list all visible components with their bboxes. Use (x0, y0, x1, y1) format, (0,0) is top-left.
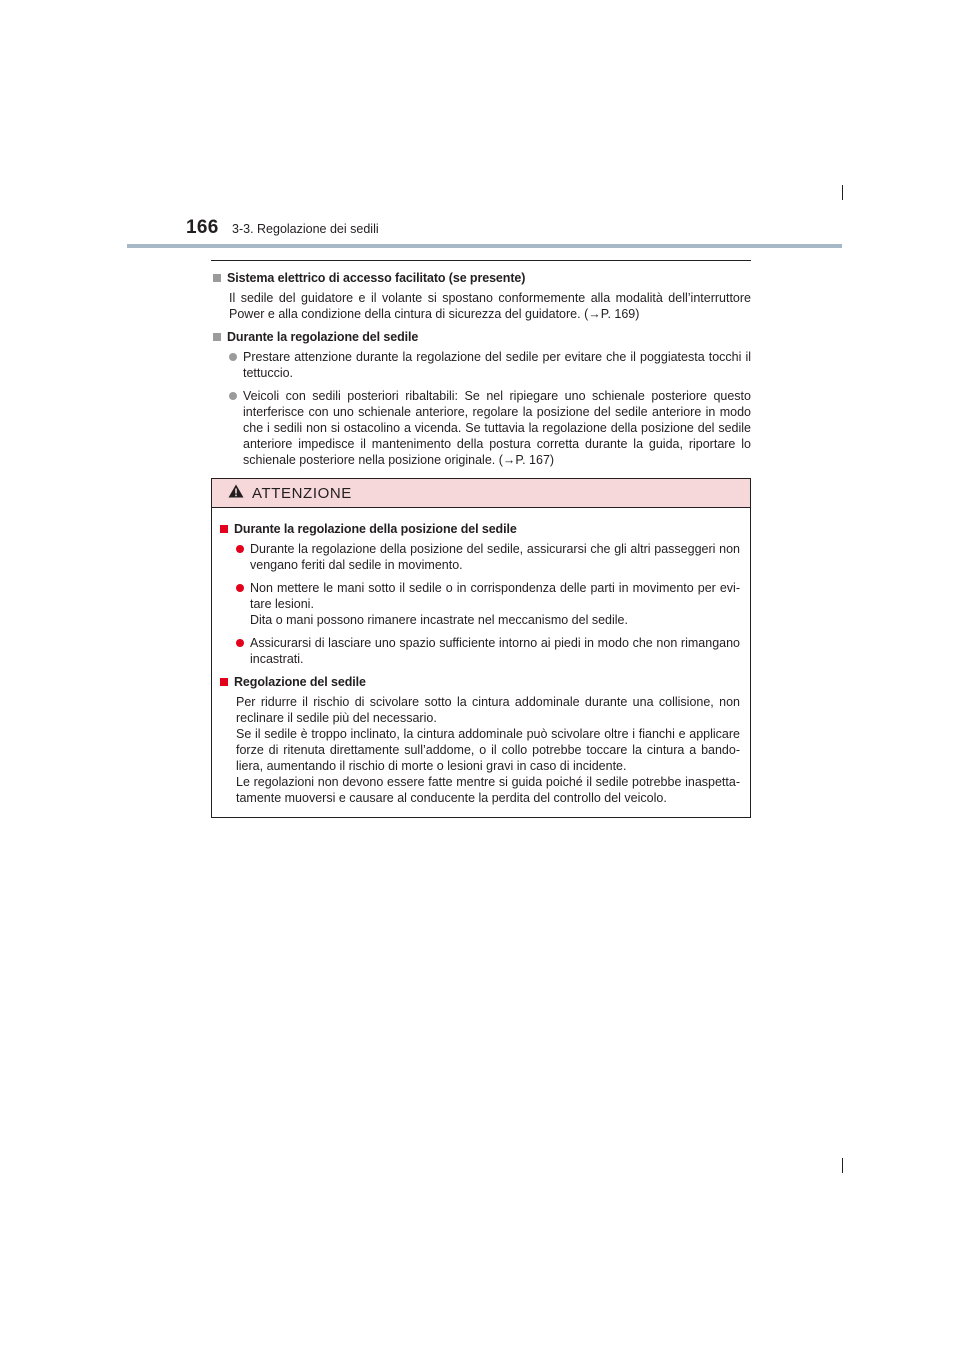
list-item-body (250, 580, 740, 628)
section-heading-text: Sistema elettrico di accesso facilitato (se presente) (227, 271, 526, 285)
section-heading (211, 329, 751, 345)
warning-triangle-icon (228, 484, 244, 503)
list-item-note: Dita o mani possono rimanere incastrate nel meccanismo del sedile. (250, 613, 628, 627)
page-header (0, 0, 960, 250)
list-item-text: Non mettere le mani sotto il sedile o in corrispondenza delle parti in movimento per evi-tare lesioni. (250, 581, 740, 611)
list-item (236, 635, 740, 667)
list-item (229, 349, 751, 381)
square-bullet-icon (220, 678, 228, 686)
square-bullet-icon (220, 525, 228, 533)
warning-section-heading (218, 521, 744, 537)
list-item (236, 541, 740, 573)
warning-section-heading-text: Regolazione del sedile (234, 675, 366, 689)
warning-box (211, 478, 751, 818)
section-title: 3-3. Regolazione dei sedili (232, 222, 379, 236)
section-heading (211, 270, 751, 286)
circle-bullet-icon (236, 639, 244, 647)
header-rule (127, 244, 842, 248)
list-item-text: Durante la regolazione della posizione del sedile, assicurarsi che gli altri passeggeri non vengano feriti dal sedile in movimento. (250, 542, 740, 572)
warning-paragraph-group (236, 694, 740, 806)
list-item-text: Prestare attenzione durante la regolazione del sedile per evitare che il poggiatesta tocchi il tettuccio. (243, 350, 751, 380)
warning-section-heading-text: Durante la regolazione della posizione del sedile (234, 522, 517, 536)
circle-bullet-icon (229, 392, 237, 400)
crop-mark-bottom-right (842, 1158, 843, 1173)
page-number: 166 (186, 217, 219, 238)
circle-bullet-icon (229, 353, 237, 361)
list-item-text: Assicurarsi di lasciare uno spazio sufficiente intorno ai piedi in modo che non rimangano incastrati. (250, 636, 740, 666)
warning-body (212, 508, 750, 806)
list-item-text: Veicoli con sedili posteriori ribaltabili: Se nel ripiegare uno schienale posteriore questo interferisce con uno schienale anteriore, regolare la posizione del sedile anteriore in modo che i sedili non si ostacolino a vicenda. Se tuttavia la regolazione della posizione del sedile anteriore impedisce il mantenimento della postura corretta durante la guida, riportare lo schienale posteriore nella posizione originale. (→P. 167) (243, 389, 751, 467)
square-bullet-icon (213, 274, 221, 282)
square-bullet-icon (213, 333, 221, 341)
list-item (229, 388, 751, 468)
circle-bullet-icon (236, 545, 244, 553)
warning-section-heading (218, 674, 744, 690)
list-item (236, 580, 740, 628)
warning-title: ATTENZIONE (252, 484, 352, 502)
warning-header (212, 479, 750, 508)
warning-paragraph: Le regolazioni non devono essere fatte mentre si guida poiché il sedile potrebbe inaspetta-tamente muoversi e causare al conducente la perdita del controllo del veicolo. (236, 775, 740, 805)
warning-paragraph: Per ridurre il rischio di scivolare sotto la cintura addominale durante una collisione, non reclinare il sedile più del necessario. (236, 695, 740, 725)
section-paragraph: Il sedile del guidatore e il volante si spostano conformemente alla modalità dell’interruttore Power e alla condizione della cintura di sicurezza del guidatore. (→P. 169) (229, 291, 751, 321)
main-content (211, 260, 751, 475)
section-heading-text: Durante la regolazione del sedile (227, 330, 419, 344)
warning-paragraph: Se il sedile è troppo inclinato, la cintura addominale può scivolare oltre i fianchi e applicare forze di ritenuta direttamente sull’addome, o il collo potrebbe toccare la cintura a bando-liera, aumentando il rischio di morte o lesioni gravi in caso di incidente. (236, 727, 740, 773)
circle-bullet-icon (236, 584, 244, 592)
